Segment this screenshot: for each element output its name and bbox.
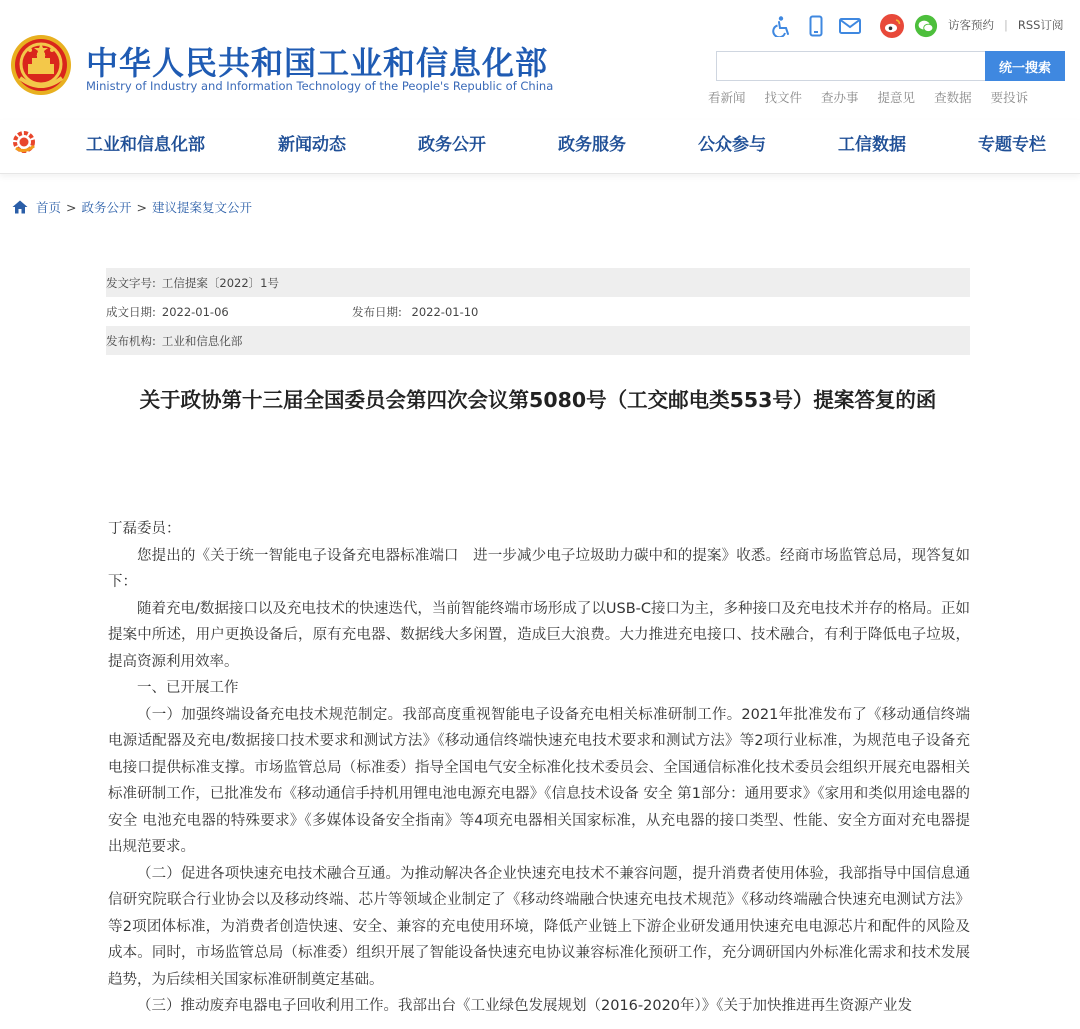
section-heading: 一、已开展工作 [137, 680, 239, 696]
created-date-label: 成文日期: [106, 304, 156, 319]
breadcrumb-home[interactable]: 首页 [36, 200, 62, 215]
quick-link-services[interactable]: 查办事 [821, 90, 859, 105]
body-paragraph: 随着充电/数据接口以及充电技术的快速迭代，当前智能终端市场形成了以USB-C接口为主，多种接口及充电技术并存的格局。正如提案中所述，用户更换设备后，原有充电器、数据线大多闲置，造成巨大浪费。大力推进充电接口、技术融合，有利于降低电子垃圾，提高资源利用效率。 [108, 600, 971, 670]
breadcrumb-separator: > [66, 199, 77, 215]
quick-link-files[interactable]: 找文件 [764, 90, 803, 105]
document-title: 关于政协第十三届全国委员会第四次会议第5080号（工交邮电类553号）提案答复的函 [139, 388, 937, 412]
body-paragraph: （二）促进各项快速充电技术融合互通。为推动解决各企业快速充电技术不兼容问题，提升消费者使用体验，我部指导中国信息通信研究院联合行业协会以及移动终端、芯片等领域企业制定了《移动终端融合快速充电技术规范》《移动终端融合快速充电测试方法》等2项团体标准，为消费者创造快速、安全、兼容的充电使用环境，降低产业链上下游企业研发通用快速充电电源芯片和配件的风险及成本。同时，市场监管总局（标准委）组织开展了智能设备快速充电协议兼容标准化预研工作，充分调研国内外标准化需求和技术发展趋势，为后续相关国家标准研制奠定基础。 [108, 865, 970, 988]
document-body [108, 516, 970, 1020]
nav-item-special-topics[interactable]: 专题专栏 [978, 135, 1046, 155]
nav-item-ministry[interactable]: 工业和信息化部 [86, 135, 205, 155]
breadcrumb [12, 198, 252, 216]
meta-row-dates [106, 297, 970, 326]
search-input[interactable] [716, 51, 986, 81]
site-title[interactable]: 中华人民共和国工业和信息化部 [86, 44, 549, 82]
national-emblem-icon[interactable] [10, 34, 72, 96]
main-nav [0, 120, 1080, 174]
mobile-icon[interactable] [804, 14, 828, 38]
weibo-icon[interactable] [880, 14, 904, 38]
body-paragraph: （三）推动废弃电器电子回收利用工作。我部出台《工业绿色发展规划（2016-2020年）》《关于加快推进再生资源产业发 [137, 998, 913, 1014]
doc-no-value: 工信提案〔2022〕1号 [161, 275, 279, 290]
published-date-cell [352, 304, 478, 320]
home-icon[interactable] [12, 200, 28, 214]
salutation: 丁磊委员： [108, 521, 181, 537]
created-date-value: 2022-01-06 [161, 304, 229, 319]
top-links [948, 17, 1063, 33]
site-header [0, 0, 1080, 120]
published-date-value: 2022-01-10 [411, 304, 479, 319]
body-paragraph: （一）加强终端设备充电技术规范制定。我部高度重视智能电子设备充电相关标准研制工作。2021年批准发布了《移动通信终端电源适配器及充电/数据接口技术要求和测试方法》《移动通信终端快速充电技术要求和测试方法》等2项行业标准，为规范电子设备充电接口提供标准支撑。市场监管总局（标准委）指导全国电气安全标准化技术委员会、全国通信标准化技术委员会组织开展充电器相关标准研制工作，已批准发布《移动通信手持机用锂电池电源充电器》《信息技术设备 安全 第1部分：通用要求》《家用和类似用途电器的安全 电池充电器的特殊要求》《多媒体设备安全指南》等4项充电器相关国家标准，从充电器的接口类型、性能、安全方面对充电器提出规范要求。 [108, 706, 970, 855]
breadcrumb-gov-info[interactable]: 政务公开 [81, 200, 132, 215]
body-paragraph: 您提出的《关于统一智能电子设备充电器标准端口 进一步减少电子垃圾助力碳中和的提案》收悉。经商市场监管总局，现答复如下： [108, 547, 970, 590]
quick-link-data[interactable]: 查数据 [934, 90, 972, 105]
breadcrumb-proposal-replies[interactable]: 建议提案复文公开 [152, 200, 253, 215]
meta-row-issuer [106, 326, 970, 355]
mail-icon[interactable] [838, 14, 862, 38]
nav-item-news[interactable]: 新闻动态 [278, 135, 346, 155]
top-link-separator: | [1004, 18, 1008, 32]
breadcrumb-separator: > [136, 199, 147, 215]
meta-row-doc-no [106, 268, 970, 297]
quick-link-feedback[interactable]: 提意见 [877, 90, 916, 105]
top-icon-bar [770, 12, 948, 40]
nav-item-public-participation[interactable]: 公众参与 [698, 135, 766, 155]
ministry-logo-icon[interactable] [10, 128, 38, 156]
visit-appointment-link[interactable]: 访客预约 [948, 18, 994, 32]
published-date-label: 发布日期: [352, 304, 402, 319]
rss-link[interactable]: RSS订阅 [1017, 18, 1064, 32]
wechat-icon[interactable] [914, 14, 938, 38]
issuer-value: 工业和信息化部 [161, 333, 243, 348]
nav-item-data[interactable]: 工信数据 [838, 135, 906, 155]
nav-item-gov-info[interactable]: 政务公开 [418, 135, 486, 155]
accessibility-icon[interactable] [770, 14, 794, 38]
site-title-english: Ministry of Industry and Information Technology of the People's Republic of China [86, 79, 554, 93]
quick-link-news[interactable]: 看新闻 [708, 90, 746, 105]
document-meta-table [106, 268, 970, 355]
quick-links [708, 88, 1028, 106]
quick-link-complaint[interactable]: 要投诉 [990, 90, 1029, 105]
nav-item-gov-services[interactable]: 政务服务 [558, 135, 626, 155]
issuer-label: 发布机构: [106, 333, 156, 348]
unified-search-button[interactable]: 统一搜索 [985, 51, 1065, 81]
doc-no-label: 发文字号: [106, 275, 156, 290]
